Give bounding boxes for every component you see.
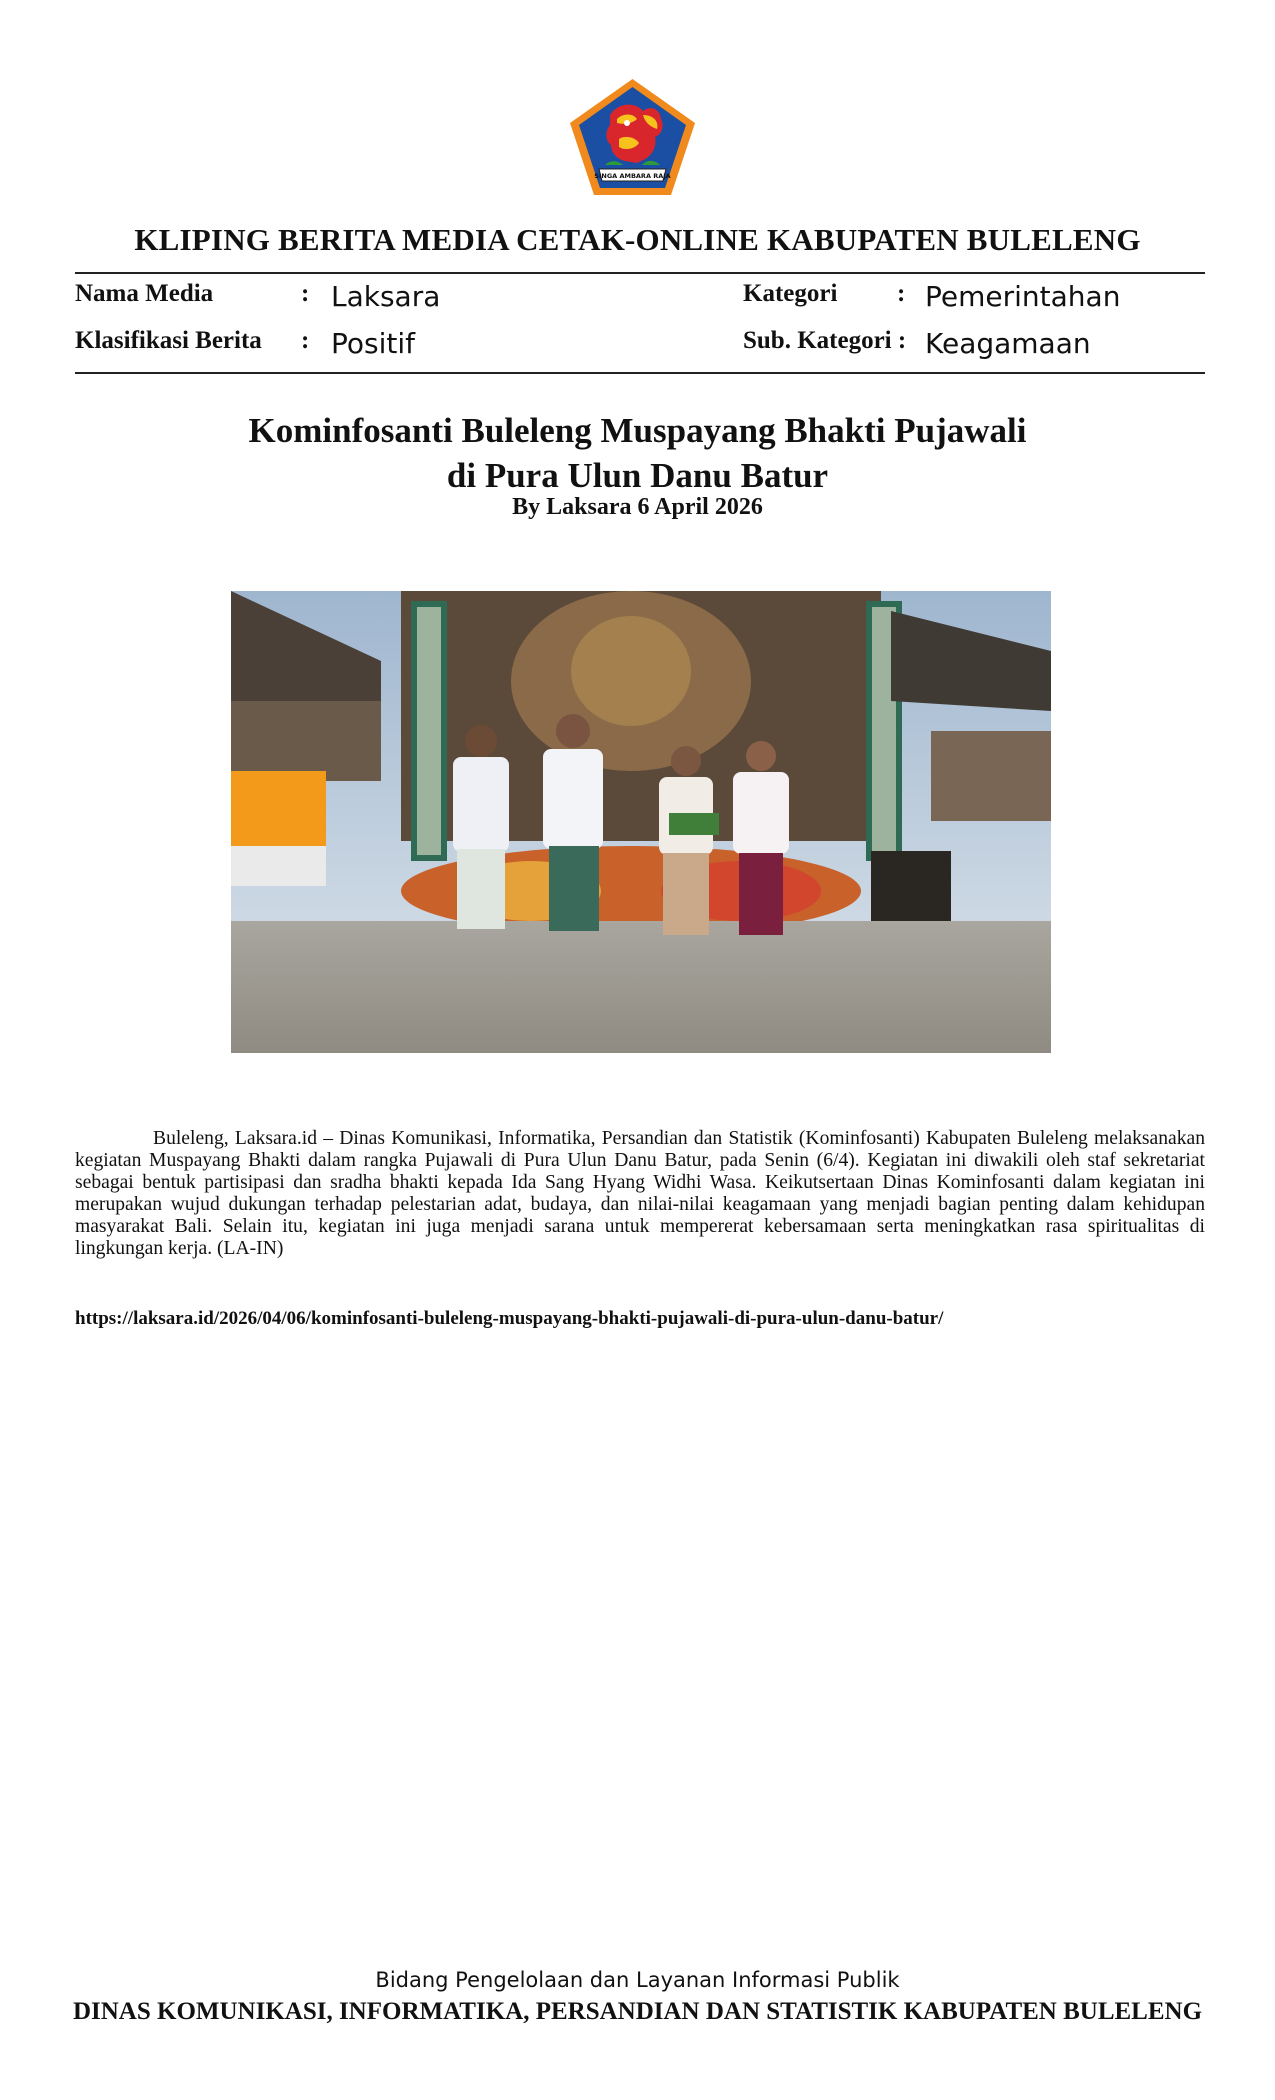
- logo-ribbon-text: SINGA AMBARA RAJA: [594, 172, 671, 180]
- sub-category-value: Keagamaan: [925, 327, 1091, 360]
- classification-label: Klasifikasi Berita: [75, 327, 262, 354]
- category-value: Pemerintahan: [925, 280, 1121, 313]
- article-body: [75, 1128, 1205, 1260]
- classification-value: Positif: [331, 327, 415, 360]
- header-divider-bottom: [75, 372, 1205, 374]
- footer-agency-name: DINAS KOMUNIKASI, INFORMATIKA, PERSANDIAN DAN STATISTIK KABUPATEN BULELENG: [72, 1998, 1203, 2025]
- article-body-text: Buleleng, Laksara.id – Dinas Komunikasi, Informatika, Persandian dan Statistik (Kominfosanti) Kabupaten Buleleng melaksanakan kegiatan Muspayang Bhakti dalam rangka Pujawali di Pura Ulun Danu Batur, pada Senin (6/4). Kegiatan ini diwakili oleh staf sekretariat sebagai bentuk partisipasi dan sradha bhakti kepada Ida Sang Hyang Widhi Wasa. Keikutsertaan Dinas Kominfosanti dalam kegiatan ini merupakan wujud dukungan terhadap pelestarian adat, budaya, dan nilai-nilai keagamaan yang menjadi bagian penting dalam kehidupan masyarakat Bali. Selain itu, kegiatan ini juga menjadi sarana untuk mempererat kebersamaan serta meningkatkan rasa spiritualitas di lingkungan kerja. (LA-IN): [75, 1128, 1205, 1259]
- classification-colon: :: [301, 327, 310, 354]
- buleleng-crest-logo: [565, 75, 700, 200]
- article-title-line-1: Kominfosanti Buleleng Muspayang Bhakti Pujawali: [248, 411, 1027, 450]
- media-name-label: Nama Media: [75, 280, 214, 307]
- article-title-line-2: di Pura Ulun Danu Batur: [446, 456, 829, 495]
- category-colon: :: [897, 280, 906, 307]
- media-name-value: Laksara: [331, 280, 441, 313]
- media-name-colon: :: [301, 280, 310, 307]
- clipping-header-title: KLIPING BERITA MEDIA CETAK-ONLINE KABUPATEN BULELENG: [134, 222, 1141, 257]
- category-label: Kategori: [743, 280, 838, 307]
- article-photo: [231, 591, 1051, 1053]
- footer-unit-name: Bidang Pengelolaan dan Layanan Informasi Publik: [375, 1968, 900, 1992]
- article-title: [0, 408, 1275, 498]
- header-divider-top: [75, 272, 1205, 274]
- article-source-link[interactable]: https://laksara.id/2026/04/06/kominfosanti-buleleng-muspayang-bhakti-pujawali-di-pura-ulun-danu-batur/: [75, 1308, 944, 1329]
- article-byline: By Laksara 6 April 2026: [512, 494, 763, 520]
- sub-category-label: Sub. Kategori :: [743, 327, 907, 354]
